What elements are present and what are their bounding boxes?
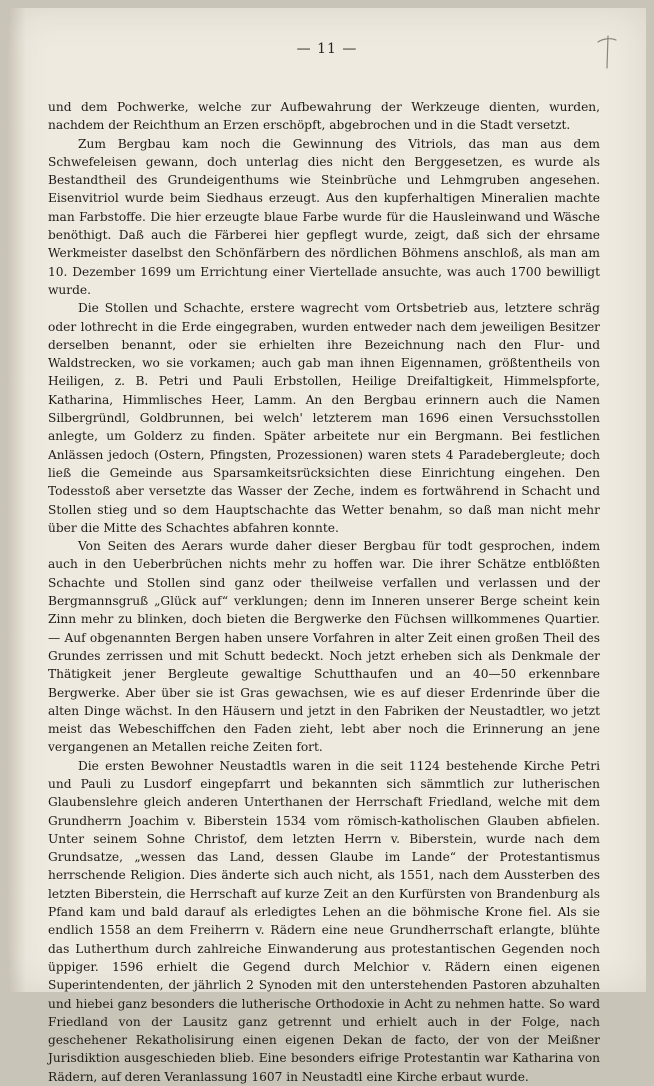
paragraph: Die Stollen und Schachte, erstere wagrecht vom Ortsbetrieb aus, letztere schräg oder lothrecht in die Erde eingegraben, wurden entweder nach dem jeweiligen Besitzer derselben benannt, oder sie erhielten ihre Bezeichnung nach den Flur- und Waldstrecken, wo sie vorkamen; auch gab man ihnen Eigennamen, größtentheils von Heiligen, z. B. Petri und Pauli Erbstollen, Heilige Dreifaltigkeit, Himmelspforte, Katharina, Himmlisches Heer, Lamm. An den Bergbau erinnern auch die Namen Silbergründl, Goldbrunnen, bei welch' letzterem man 1696 einen Versuchsstollen anlegte, um Golderz zu finden. Später arbeitete nur ein Bergmann. Bei festlichen Anlässen jedoch (Ostern, Pfingsten, Prozessionen) waren stets 4 Paradebergleute; doch ließ die Gemeinde aus Sparsamkeitsrücksichten diese Einrichtung eingehen. Den Todesstoß aber versetzte das Wasser der Zeche, indem es fortwährend in Schacht und Stollen stieg und so dem Hauptschachte das Wetter benahm, so daß man nicht mehr über die Mitte des Schachtes abfahren konnte. (48, 301, 600, 535)
paragraph: Von Seiten des Aerars wurde daher dieser Bergbau für todt gesprochen, indem auch in den Ueberbrüchen nichts mehr zu hoffen war. Die ihrer Schätze entblößten Schachte und Stollen sind ganz oder theilweise verfallen und verlassen und der Bergmannsgruß „Glück auf“ verklungen; denn im Inneren unserer Berge scheint kein Zinn mehr zu blinken, doch bieten die Bergwerke den Füchsen willkommenes Quartier. — Auf obgenannten Bergen haben unsere Vorfahren in alter Zeit einen großen Theil des Grundes zerrissen und mit Schutt bedeckt. Noch jetzt erheben sich als Denkmale der Thätigkeit jener Bergleute gewaltige Schutthaufen und an 40—50 erkennbare Bergwerke. Aber über sie ist Gras gewachsen, wie es auf dieser Erdenrinde über die alten Dinge wächst. In den Häusern und jetzt in den Fabriken der Neustadtler, wo jetzt meist das Webeschiffchen den Faden zieht, lebt aber noch die Erinnerung an jene vergangenen an Metallen reiche Zeiten fort. (48, 539, 600, 755)
paragraph: und dem Pochwerke, welche zur Aufbewahrung der Werkzeuge dienten, wurden, nachdem der Reichthum an Erzen erschöpft, abgebrochen und in die Stadt versetzt. (48, 100, 600, 133)
book-page (8, 8, 646, 1084)
page-number: — 11 — (296, 41, 358, 57)
body-text (48, 98, 600, 1086)
page-binding-shadow (8, 8, 26, 992)
paragraph: Die ersten Bewohner Neustadtls waren in die seit 1124 bestehende Kirche Petri und Pauli zu Lusdorf eingepfarrt und bekannten sich sämmtlich zur lutherischen Glaubenslehre gleich anderen Unterthanen der Herrschaft Friedland, welche mit dem Grundherrn Joachim v. Biberstein 1534 vom römisch-katholischen Glauben abfielen. Unter seinem Sohne Christof, dem letzten Herrn v. Biberstein, wurde nach dem Grundsatze, „wessen das Land, dessen Glaube im Lande“ der Protestantismus herrschende Religion. Dies änderte sich auch nicht, als 1551, nach dem Aussterben des letzten Biberstein, die Herrschaft auf kurze Zeit an den Kurfürsten von Brandenburg als Pfand kam und bald darauf als erledigtes Lehen an die böhmische Krone fiel. Als sie endlich 1558 an dem Freiherrn v. Rädern eine neue Grundherrschaft erlangte, blühte das Lutherthum durch zahlreiche Einwanderung aus protestantischen Gegenden noch üppiger. 1596 erhielt die Gegend durch Melchior v. Rädern einen eigenen Superintendenten, der jährlich 2 Synoden mit den unterstehenden Pastoren abzuhalten und hiebei ganz besonders die lutherische Orthodoxie in Acht zu nehmen hatte. So ward Friedland von der Lausitz ganz getrennt und erhielt auch in der Folge, nach geschehener Rekatholisirung einen eigenen Dekan de facto, der von der Meißner Jurisdiktion ausgeschieden blieb. Eine besonders eifrige Protestantin war Katharina von Rädern, auf deren Veranlassung 1607 in Neustadtl eine Kirche erbaut wurde. (48, 758, 600, 1084)
pencil-mark-icon (594, 32, 620, 72)
paragraph: Zum Bergbau kam noch die Gewinnung des Vitriols, das man aus dem Schwefeleisen gewann, doch unterlag dies nicht den Berggesetzen, es wurde als Bestandtheil des Grundeigenthums wie Steinbrüche und Lehmgruben angesehen. Eisenvitriol wurde beim Siedhaus erzeugt. Aus den kupferhaltigen Mineralien machte man Farbstoffe. Die hier erzeugte blaue Farbe wurde für die Hausleinwand und Wäsche benöthigt. Daß auch die Färberei hier gepflegt wurde, zeigt, daß sich der ehrsame Werkmeister daselbst den Schönfärbern des nördlichen Böhmens anschloß, als man am 10. Dezember 1699 um Errichtung einer Viertellade ansuchte, was auch 1700 bewilligt wurde. (48, 136, 600, 297)
